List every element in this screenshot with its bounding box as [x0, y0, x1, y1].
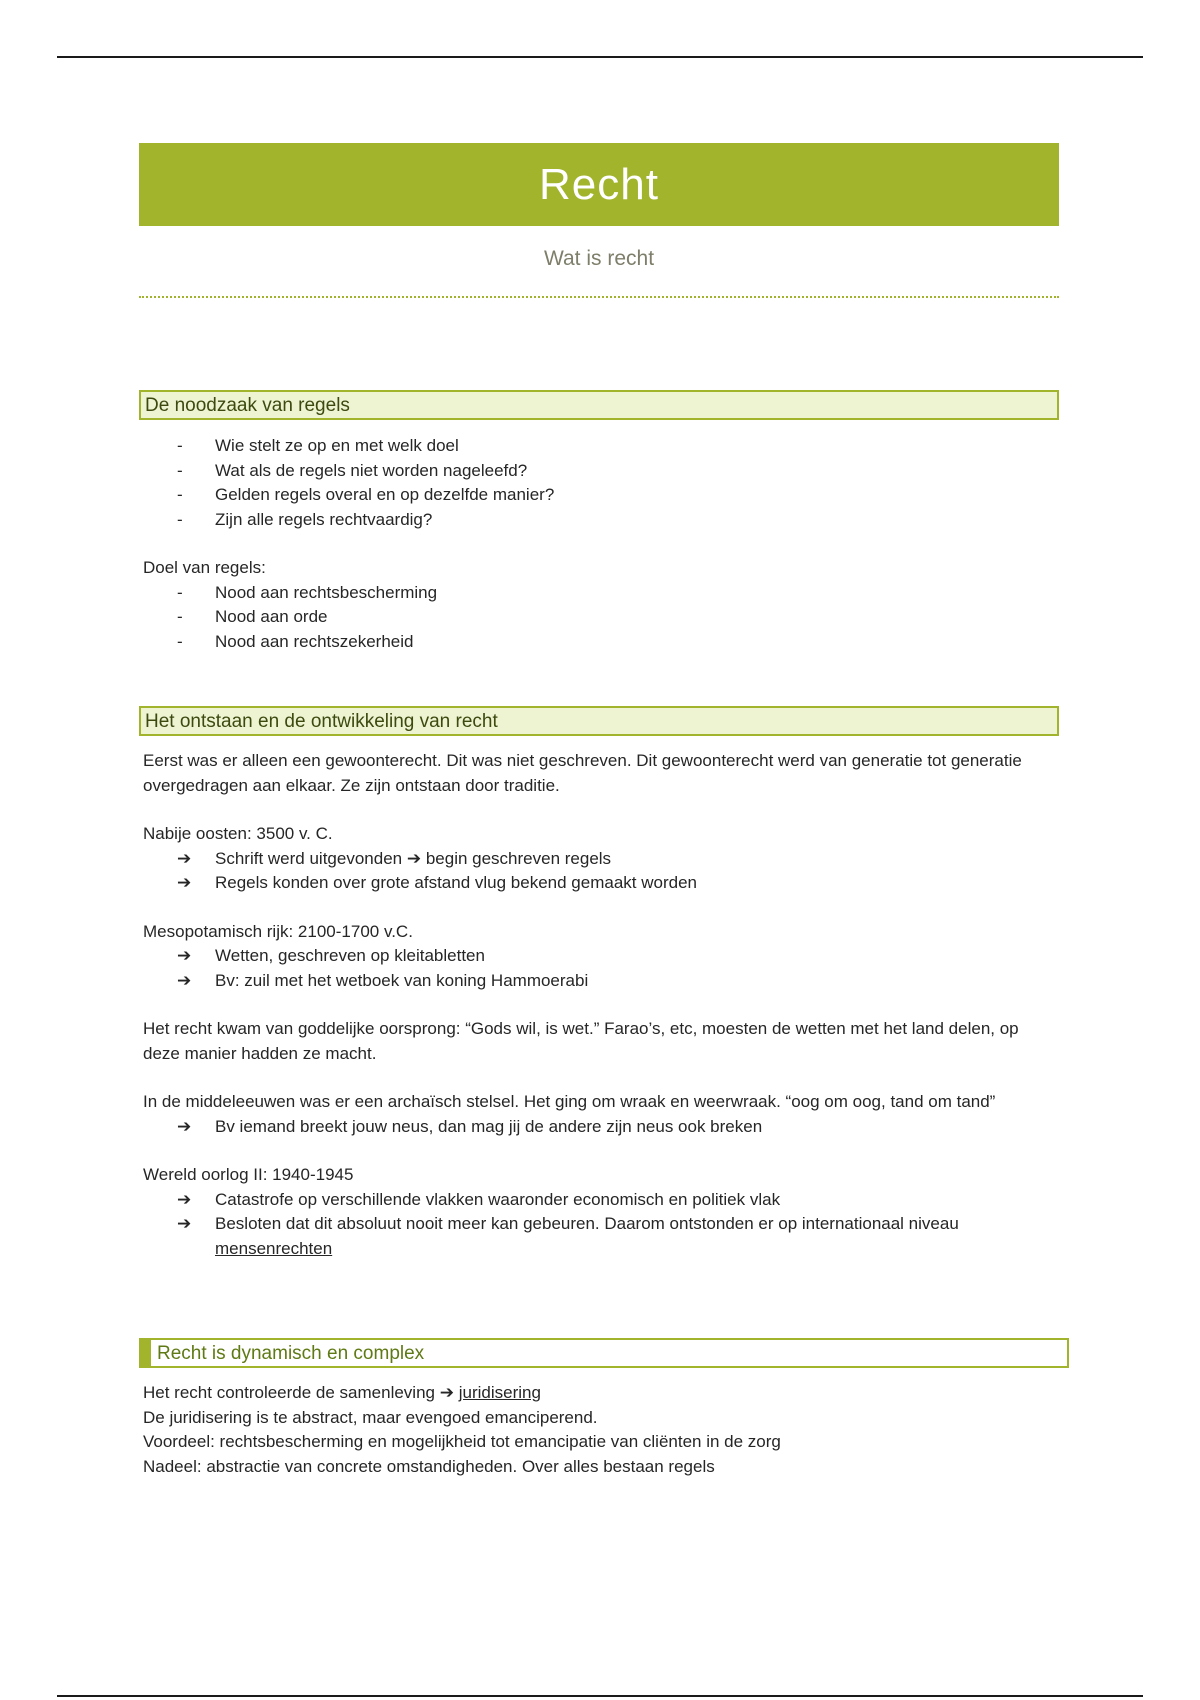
questions-list: [143, 434, 1043, 532]
mensenrechten-term: mensenrechten: [215, 1238, 333, 1258]
dash-icon: -: [177, 509, 183, 529]
ww2-label: Wereld oorlog II: 1940-1945: [143, 1165, 354, 1184]
top-rule: [57, 56, 1143, 58]
line-2: De juridisering is te abstract, maar evengoed emanciperend.: [143, 1407, 598, 1427]
list-item: ➔ Besloten dat dit absoluut nooit meer kan gebeuren. Daarom ontstonden er op internationaal niveau mensenrechten: [177, 1214, 959, 1258]
list-item: ➔ Regels konden over grote afstand vlug bekend gemaakt worden: [143, 871, 1043, 896]
arrow-right-icon: ➔: [177, 873, 192, 892]
list-item: ➔ Bv iemand breekt jouw neus, dan mag jij de andere zijn neus ook breken: [143, 1115, 1043, 1140]
bottom-rule: [57, 1695, 1143, 1697]
mesopotamia-label: Mesopotamisch rijk: 2100-1700 v.C.: [143, 921, 413, 941]
dash-icon: -: [177, 460, 183, 480]
goals-list: [143, 581, 1043, 655]
document-title: Recht: [139, 143, 1059, 226]
dash-icon: -: [177, 485, 183, 504]
dash-icon: -: [177, 436, 183, 455]
list-item: - Nood aan rechtszekerheid: [143, 630, 1043, 655]
arrow-right-icon: ➔: [439, 1383, 454, 1402]
list-item: - Nood aan rechtsbescherming: [143, 581, 1043, 606]
section-heading-noodzaak: De noodzaak van regels: [139, 390, 1059, 420]
arrow-right-icon: ➔: [177, 1214, 192, 1233]
list-item: ➔ Bv: zuil met het wetboek van koning Hammoerabi: [143, 969, 1043, 994]
near-east-label: Nabije oosten: 3500 v. C.: [143, 824, 333, 843]
list-item: - Wat als de regels niet worden nageleefd?: [143, 459, 1043, 484]
divine-paragraph: Het recht kwam van goddelijke oorsprong: “Gods wil, is wet.” Farao’s, etc, moesten de wetten met het land delen, op deze manier hadden ze macht.: [143, 1019, 1019, 1063]
arrow-right-icon: ➔: [177, 848, 192, 868]
list-item: ➔ Schrift werd uitgevonden ➔ begin geschreven regels: [143, 847, 1043, 872]
list-item: - Nood aan orde: [143, 605, 1043, 630]
goal-label: Doel van regels:: [143, 558, 266, 577]
dash-icon: -: [177, 582, 183, 602]
arrow-right-icon: ➔: [177, 1189, 192, 1209]
list-item: ➔ Wetten, geschreven op kleitabletten: [143, 944, 1043, 969]
dash-icon: -: [177, 607, 183, 626]
line-3: Voordeel: rechtsbescherming en mogelijkheid tot emancipatie van cliënten in de zorg: [143, 1432, 781, 1451]
title-divider: [139, 296, 1059, 298]
line-4: Nadeel: abstractie van concrete omstandigheden. Over alles bestaan regels: [143, 1456, 715, 1476]
arrow-right-icon: ➔: [406, 848, 422, 868]
list-item: - Zijn alle regels rechtvaardig?: [143, 508, 1043, 533]
arrow-right-icon: ➔: [177, 946, 192, 965]
section-heading-ontstaan: Het ontstaan en de ontwikkeling van recht: [139, 706, 1059, 736]
arrow-right-icon: ➔: [177, 1116, 192, 1136]
intro-paragraph: Eerst was er alleen een gewoonterecht. Dit was niet geschreven. Dit gewoonterecht werd van generatie tot generatie overgedragen aan elkaar. Ze zijn ontstaan door traditie.: [143, 751, 1022, 795]
section-body-noodzaak: [143, 434, 1043, 654]
arrow-right-icon: ➔: [177, 970, 192, 990]
dash-icon: -: [177, 631, 183, 651]
list-item: - Gelden regels overal en op dezelfde manier?: [143, 483, 1043, 508]
section-body-dynamisch: [143, 1381, 1043, 1479]
list-item: ➔ Catastrofe op verschillende vlakken waaronder economisch en politiek vlak: [143, 1188, 1043, 1213]
document-subtitle: Wat is recht: [543, 247, 655, 270]
line-1: Het recht controleerde de samenleving ➔ juridisering: [143, 1383, 541, 1402]
juridisering-term: juridisering: [458, 1383, 541, 1402]
middle-ages-paragraph: In de middeleeuwen was er een archaïsch stelsel. Het ging om wraak en weerwraak. “oog om oog, tand om tand”: [143, 1092, 996, 1111]
section-heading-dynamisch: Recht is dynamisch en complex: [139, 1338, 1069, 1368]
list-item: - Wie stelt ze op en met welk doel: [143, 434, 1043, 459]
section-body-ontstaan: [143, 749, 1043, 1261]
